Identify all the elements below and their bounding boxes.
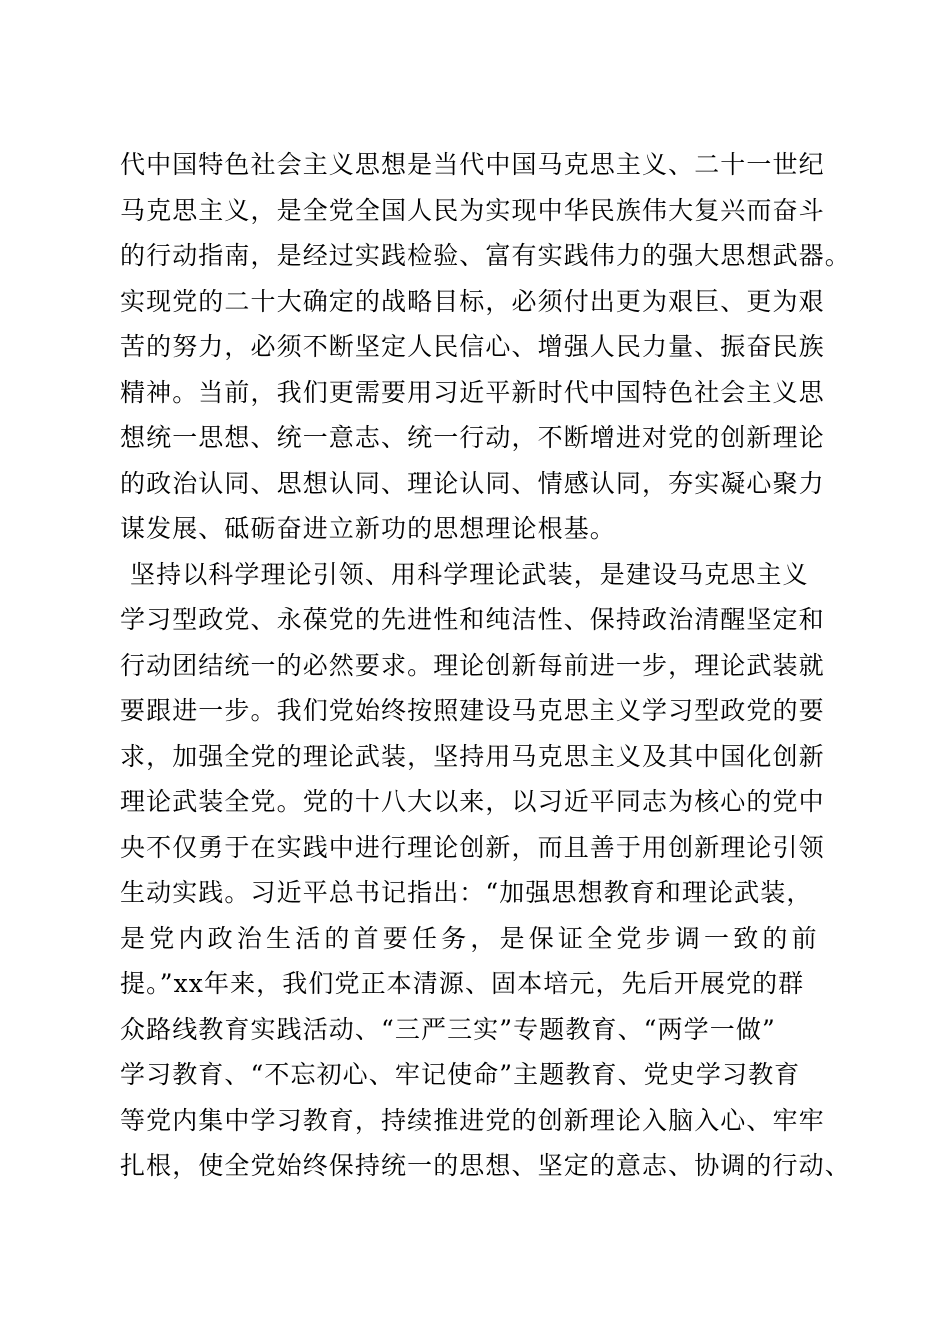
text-line: 众路线教育实践活动、“三严三实”专题教育、“两学一做” [120, 1014, 776, 1044]
text-line: 提。”xx年来，我们党正本清源、固本培元，先后开展党的群 [120, 969, 805, 998]
text-line: 央不仅勇于在实践中进行理论创新，而且善于用创新理论引领 [120, 832, 825, 862]
text-line: 苦的努力，必须不断坚定人民信心、增强人民力量、振奋民族 [120, 332, 825, 361]
text-line: 扎根，使全党始终保持统一的思想、坚定的意志、协调的行动、 [120, 1151, 851, 1180]
text-line: 行动团结统一的必然要求。理论创新每前进一步，理论武装就 [120, 650, 825, 680]
text-line: 谋发展、砥砺奋进立新功的思想理论根基。 [120, 514, 616, 543]
text-line: 求，加强全党的理论武装，坚持用马克思主义及其中国化创新 [120, 741, 825, 771]
text-line: 精神。当前，我们更需要用习近平新时代中国特色社会主义思 [120, 377, 825, 407]
paragraph-1 [120, 142, 850, 552]
text-line: 是党内政治生活的首要任务，是保证全党步调一致的前 [120, 923, 821, 953]
text-line: 代中国特色社会主义思想是当代中国马克思主义、二十一世纪 [120, 150, 825, 179]
text-line: 理论武装全党。党的十八大以来，以习近平同志为核心的党中 [120, 787, 825, 816]
text-line: 生动实践。习近平总书记指出：“加强思想教育和理论武装， [120, 878, 813, 907]
text-line: 学习教育、“不忘初心、牢记使命”主题教育、党史学习教育 [120, 1060, 801, 1089]
text-line: 实现党的二十大确定的战略目标，必须付出更为艰巨、更为艰 [120, 286, 825, 316]
text-line: 想统一思想、统一意志、统一行动，不断增进对党的创新理论 [120, 423, 825, 452]
text-line: 等党内集中学习教育，持续推进党的创新理论入脑入心、牢牢 [120, 1105, 825, 1135]
body-text [120, 142, 850, 1189]
paragraph-2 [120, 552, 850, 1189]
text-line: 马克思主义，是全党全国人民为实现中华民族伟大复兴而奋斗 [120, 195, 825, 225]
text-line: 的政治认同、思想认同、理论认同、情感认同，夯实凝心聚力 [120, 468, 825, 498]
text-line: 学习型政党、永葆党的先进性和纯洁性、保持政治清醒坚定和 [120, 605, 825, 634]
text-line: 坚持以科学理论引领、用科学理论武装，是建设马克思主义 [130, 559, 809, 589]
text-line: 的行动指南，是经过实践检验、富有实践伟力的强大思想武器。 [120, 241, 851, 270]
text-line: 要跟进一步。我们党始终按照建设马克思主义学习型政党的要 [120, 696, 825, 725]
